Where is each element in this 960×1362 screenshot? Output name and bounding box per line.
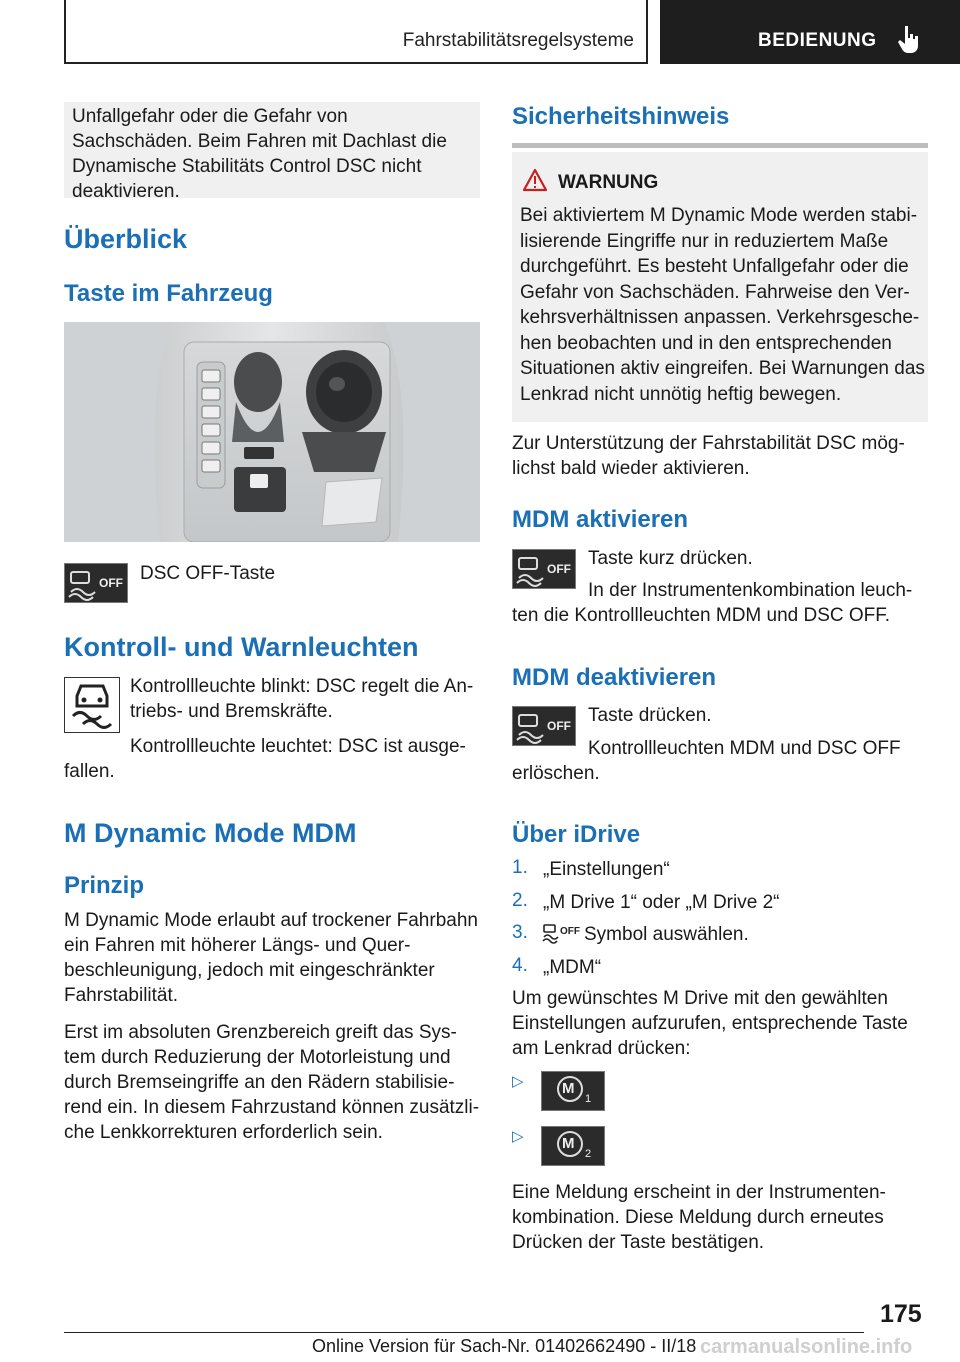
note-text: Unfallgefahr oder die Gefahr von Sachschäden. Beim Fahren mit Dachlast die Dynamische Stabilitäts Control DSC nicht deaktivieren. — [72, 106, 447, 202]
idrive-heading: Über iDrive — [512, 821, 641, 848]
bullet-m2: ▷ — [512, 1128, 524, 1145]
pointing-hand-icon — [896, 24, 922, 54]
safety-heading: Sicherheitshinweis — [512, 103, 730, 130]
button-heading: Taste im Fahrzeug — [64, 280, 273, 307]
step-number-1: 1. — [512, 857, 528, 878]
header-chapter-title: BEDIENUNG — [758, 30, 877, 51]
warning-label: WARNUNG — [558, 172, 659, 193]
principle-paragraph-1: M Dynamic Mode erlaubt auf trockener Fahrbahn ein Fahren mit höherer Längs- und Querbeschleunigung, jedoch mit eingeschränkter Fahrstabilität. — [64, 910, 478, 1006]
note-box — [64, 102, 480, 202]
dsc-off-button-icon — [64, 563, 128, 603]
center-console-illustration — [64, 322, 480, 542]
activate-step: Taste kurz drücken. — [588, 548, 753, 569]
step-number-4: 4. — [512, 955, 528, 976]
activate-icon-text: OFF — [547, 562, 571, 576]
principle-heading: Prinzip — [64, 872, 145, 899]
mdm-heading: M Dynamic Mode MDM — [64, 818, 357, 848]
deactivate-heading: MDM deaktivieren — [512, 664, 717, 691]
support-text: Zur Unterstützung der Fahrstabilität DSC möglichst bald wieder aktivieren. — [512, 433, 905, 479]
safety-divider — [512, 143, 928, 148]
header-chapter-tab — [660, 0, 960, 64]
m2-icon-letter: M — [562, 1135, 575, 1152]
step-text-1: „Einstellungen“ — [543, 859, 670, 880]
activate-result: In der Instrumentenkombination leuchten die Kontrollleuchten MDM und DSC OFF. — [512, 580, 913, 626]
page-number: 175 — [880, 1300, 922, 1328]
principle-paragraph-2: Erst im absoluten Grenzbereich greift das System durch Reduzierung der Motorleistung und durch Bremseingriffe an den Rädern stabilisierend ein. In diesem Fahrzustand können zusätzliche Lenkkorrekturen erforderlich sein. — [64, 1022, 480, 1143]
warning-triangle-icon — [522, 168, 548, 192]
step-text-3: Symbol auswählen. — [584, 924, 749, 945]
m1-button-icon — [541, 1071, 605, 1111]
watermark-text: carmanualsonline.info — [700, 1336, 913, 1358]
footer-rule — [64, 1332, 864, 1333]
online-version-text: Online Version für Sach-Nr. 01402662490 - II/18 — [312, 1336, 697, 1356]
light-on-text: Kontrollleuchte leuchtet: DSC ist ausgefallen. — [64, 736, 466, 782]
dsc-off-icon-text: OFF — [99, 576, 123, 590]
step-number-2: 2. — [512, 890, 528, 911]
console-drawing — [64, 322, 480, 542]
mdrive-text: Um gewünschtes M Drive mit den gewählten Einstellungen aufzurufen, entsprechende Taste am Lenkrad drücken: — [512, 988, 908, 1059]
warning-box — [512, 152, 928, 422]
warning-lights-heading: Kontroll- und Warnleuchten — [64, 632, 419, 662]
dsc-off-label: DSC OFF-Taste — [140, 563, 276, 584]
deactivate-step: Taste drücken. — [588, 705, 712, 726]
header-section-tab — [64, 0, 648, 64]
m1-icon-letter: M — [562, 1080, 575, 1097]
m1-icon-subscript: 1 — [585, 1093, 592, 1105]
step-number-3: 3. — [512, 922, 528, 943]
message-text: Eine Meldung erscheint in der Instrumentenkombination. Diese Meldung durch erneutes Drücken der Taste bestätigen. — [512, 1182, 886, 1253]
activate-heading: MDM aktivieren — [512, 506, 689, 533]
dsc-warning-light-icon — [64, 677, 120, 733]
light-blinks-text: Kontrollleuchte blinkt: DSC regelt die Antriebs- und Bremskräfte. — [130, 676, 474, 722]
deactivate-result: Kontrollleuchten MDM und DSC OFF erlöschen. — [512, 738, 901, 784]
m2-button-icon — [541, 1126, 605, 1166]
step-text-4: „MDM“ — [543, 957, 602, 978]
bullet-m1: ▷ — [512, 1073, 524, 1090]
deactivate-icon-text: OFF — [547, 719, 571, 733]
header-section-title: Fahrstabilitätsregelsysteme — [402, 30, 634, 51]
dsc-off-symbol-text: OFF — [560, 926, 580, 937]
m2-icon-subscript: 2 — [585, 1148, 592, 1160]
warning-text: Bei aktiviertem M Dynamic Mode werden stabilisierende Eingriffe nur in reduziertem Maße durchgeführt. Es besteht Unfallgefahr oder die Gefahr von Sachschäden. Fahrweise den Verkehrsverhältnissen anpassen. Verkehrsgeschehen beobachten und in den entsprechenden Situationen aktiv eingreifen. Bei Warnungen das Lenkrad nicht unnötig heftig bewegen. — [520, 205, 925, 405]
step-text-2: „M Drive 1“ oder „M Drive 2“ — [543, 892, 780, 913]
overview-heading: Überblick — [64, 224, 188, 254]
